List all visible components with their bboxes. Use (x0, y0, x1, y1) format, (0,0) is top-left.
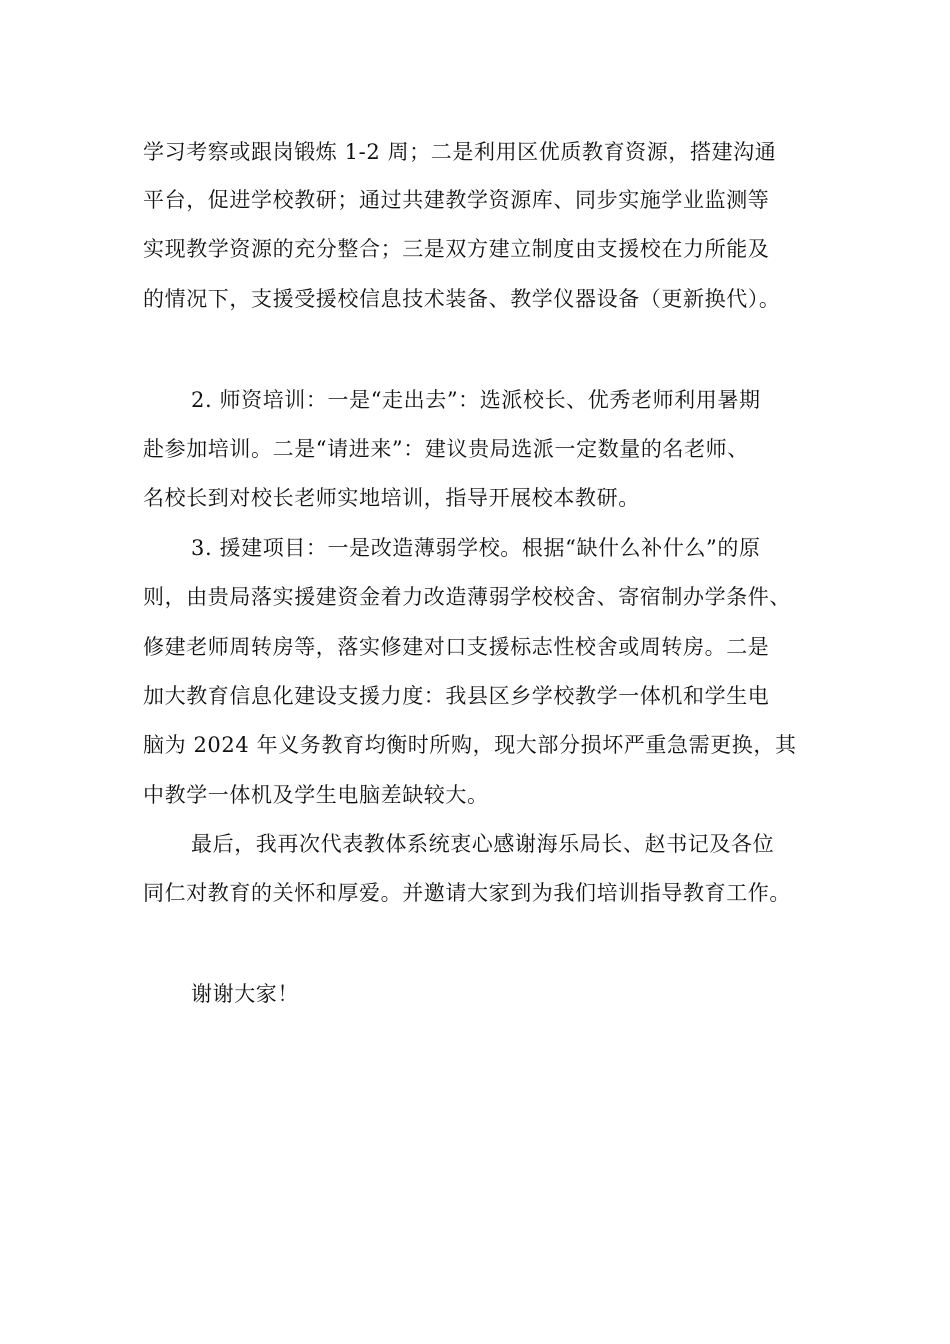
paragraph-3-line-1: 3. 援建项目：一是改造薄弱学校。根据“缺什么补什么”的原 (191, 536, 761, 560)
paragraph-3-line-5: 脑为 2024 年义务教育均衡时所购，现大部分损坏严重急需更换，其 (143, 733, 797, 757)
paragraph-2-line-1: 2. 师资培训：一是“走出去”：选派校长、优秀老师利用暑期 (191, 388, 761, 412)
paragraph-1-line-1: 学习考察或跟岗锻炼 1-2 周；二是利用区优质教育资源，搭建沟通 (143, 140, 777, 164)
paragraph-3-line-4: 加大教育信息化建设支援力度：我县区乡学校教学一体机和学生电 (143, 684, 770, 708)
paragraph-3-line-3: 修建老师周转房等，落实修建对口支援标志性校舍或周转房。二是 (143, 635, 770, 659)
paragraph-4-line-1: 最后，我再次代表教体系统衷心感谢海乐局长、赵书记及各位 (191, 832, 775, 856)
paragraph-2-line-2: 赴参加培训。二是“请进来”：建议贵局选派一定数量的名老师、 (143, 437, 749, 461)
closing-line: 谢谢大家！ (191, 982, 299, 1006)
paragraph-3-line-6: 中教学一体机及学生电脑差缺较大。 (143, 783, 489, 807)
paragraph-1-line-3: 实现教学资源的充分整合；三是双方建立制度由支援校在力所能及 (143, 237, 770, 261)
paragraph-1-line-2: 平台，促进学校教研；通过共建教学资源库、同步实施学业监测等 (143, 188, 770, 212)
paragraph-1-line-4: 的情况下，支援受援校信息技术装备、教学仪器设备（更新换代）。 (143, 287, 781, 311)
paragraph-3-line-2: 则，由贵局落实援建资金着力改造薄弱学校校舍、寄宿制办学条件、 (143, 585, 791, 609)
paragraph-2-line-3: 名校长到对校长老师实地培训，指导开展校本教研。 (143, 486, 640, 510)
paragraph-4-line-2: 同仁对教育的关怀和厚爱。并邀请大家到为我们培训指导教育工作。 (143, 881, 791, 905)
